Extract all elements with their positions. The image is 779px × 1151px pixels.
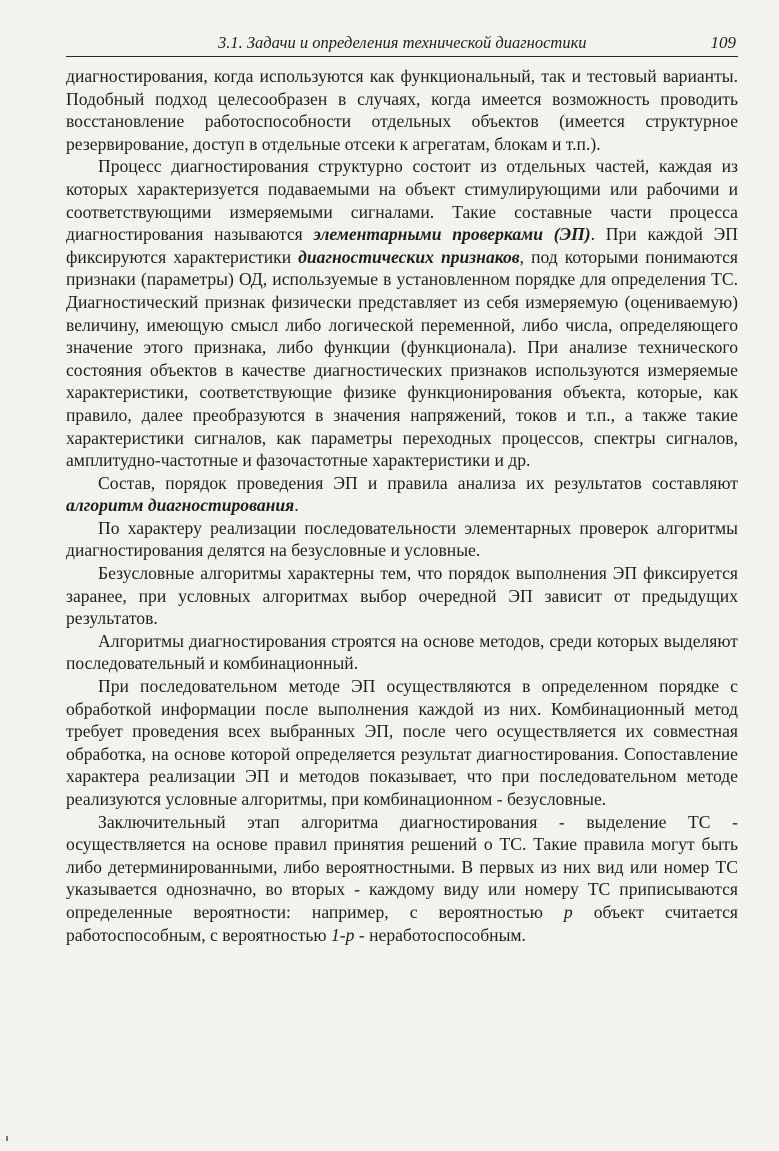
variable-1-minus-p: 1-p xyxy=(330,924,355,945)
paragraph-8 xyxy=(66,811,738,947)
paragraph-5: Безусловные алгоритмы характерны тем, что порядок выполнения ЭП фиксируется заранее, при условных алгоритмах выбор очередной ЭП зависит от предыдущих результатов. xyxy=(66,563,738,629)
term-diagnostic-features: диагностических признаков xyxy=(298,246,520,267)
paragraph-1: диагностирования, когда используются как функциональный, так и тестовый варианты. Подобный подход целесообразен в случаях, когда имеется возможность проводить восстановление работоспособности отдельных объектов (имеется структурное резервирование, доступ в отдельные отсеки к агрегатам, блокам и т.п.). xyxy=(66,66,738,154)
book-page xyxy=(66,28,738,946)
paragraph-8-text-c: - неработоспособным. xyxy=(354,924,526,945)
variable-p: p xyxy=(563,901,573,922)
paragraph-2-text-c: , под которыми понимаются признаки (параметры) ОД, используемые в установленном порядке для определения ТС. Диагностический признак физически представляет из себя измеряемую (оцениваемую) величину, имеющую смысл либо логической переменной, либо числа, определяющего значение этого признака, либо функции (функционала). При анализе технического состояния объектов в качестве диагностических признаков используются измеряемые характеристики, соответствующие физике функционирования объекта, которые, как правило, далее преобразуются в значения напряжений, токов и т.п., а также такие характеристики сигналов, как параметры переходных процессов, спектры сигналов, амплитудно-частотные и фазочастотные характеристики и др. xyxy=(66,246,738,471)
term-elementary-checks: элементарными проверками (ЭП) xyxy=(313,224,591,245)
paragraph-7: При последовательном методе ЭП осуществляются в определенном порядке с обработкой информации после выполнения каждой из них. Комбинационный метод требует проведения всех выбранных ЭП, после чего осуществляется их совместная обработка, на основе которой определяется результат диагностирования. Сопоставление характера реализации ЭП и методов показывает, что при последовательном методе реализуются условные алгоритмы, при комбинационном - безусловные. xyxy=(66,676,738,809)
term-diagnostic-algorithm: алгоритм диагностирования xyxy=(66,495,295,516)
page-number: 109 xyxy=(710,33,736,52)
paragraph-2 xyxy=(66,155,738,471)
paragraph-3-text-b: . xyxy=(294,495,299,516)
paragraph-3-text-a: Состав, порядок проведения ЭП и правила анализа их результатов составляют xyxy=(98,472,738,493)
page-body xyxy=(66,65,738,946)
scan-edge-mark xyxy=(6,1136,8,1141)
paragraph-6: Алгоритмы диагностирования строятся на основе методов, среди которых выделяют последовательный и комбинационный. xyxy=(66,630,738,674)
page-header xyxy=(66,28,738,57)
paragraph-4: По характеру реализации последовательности элементарных проверок алгоритмы диагностирования делятся на безусловные и условные. xyxy=(66,517,738,561)
paragraph-2-text-b: . При каждой ЭП фиксируются характеристики xyxy=(66,224,738,267)
paragraph-8-text-b: объект считается работоспособным, с вероятностью xyxy=(66,901,738,945)
paragraph-8-text-a: Заключительный этап алгоритма диагностирования - выделение ТС - осуществляется на основе правил принятия решений о ТС. Такие правила могут быть либо детерминированными, либо вероятностными. В первых из них вид или номер ТС указывается однозначно, во вторых - каждому виду или номеру ТС приписываются определенные вероятности: например, с вероятностью xyxy=(66,811,738,922)
paragraph-3 xyxy=(66,472,738,517)
running-title: 3.1. Задачи и определения технической диагностики xyxy=(218,33,587,52)
paragraph-2-text-a: Процесс диагностирования структурно состоит из отдельных частей, каждая из которых характеризуется подаваемыми на объект стимулирующими или рабочими и соответствующими измеряемыми сигналами. Такие составные части процесса диагностирования называются xyxy=(66,156,738,245)
